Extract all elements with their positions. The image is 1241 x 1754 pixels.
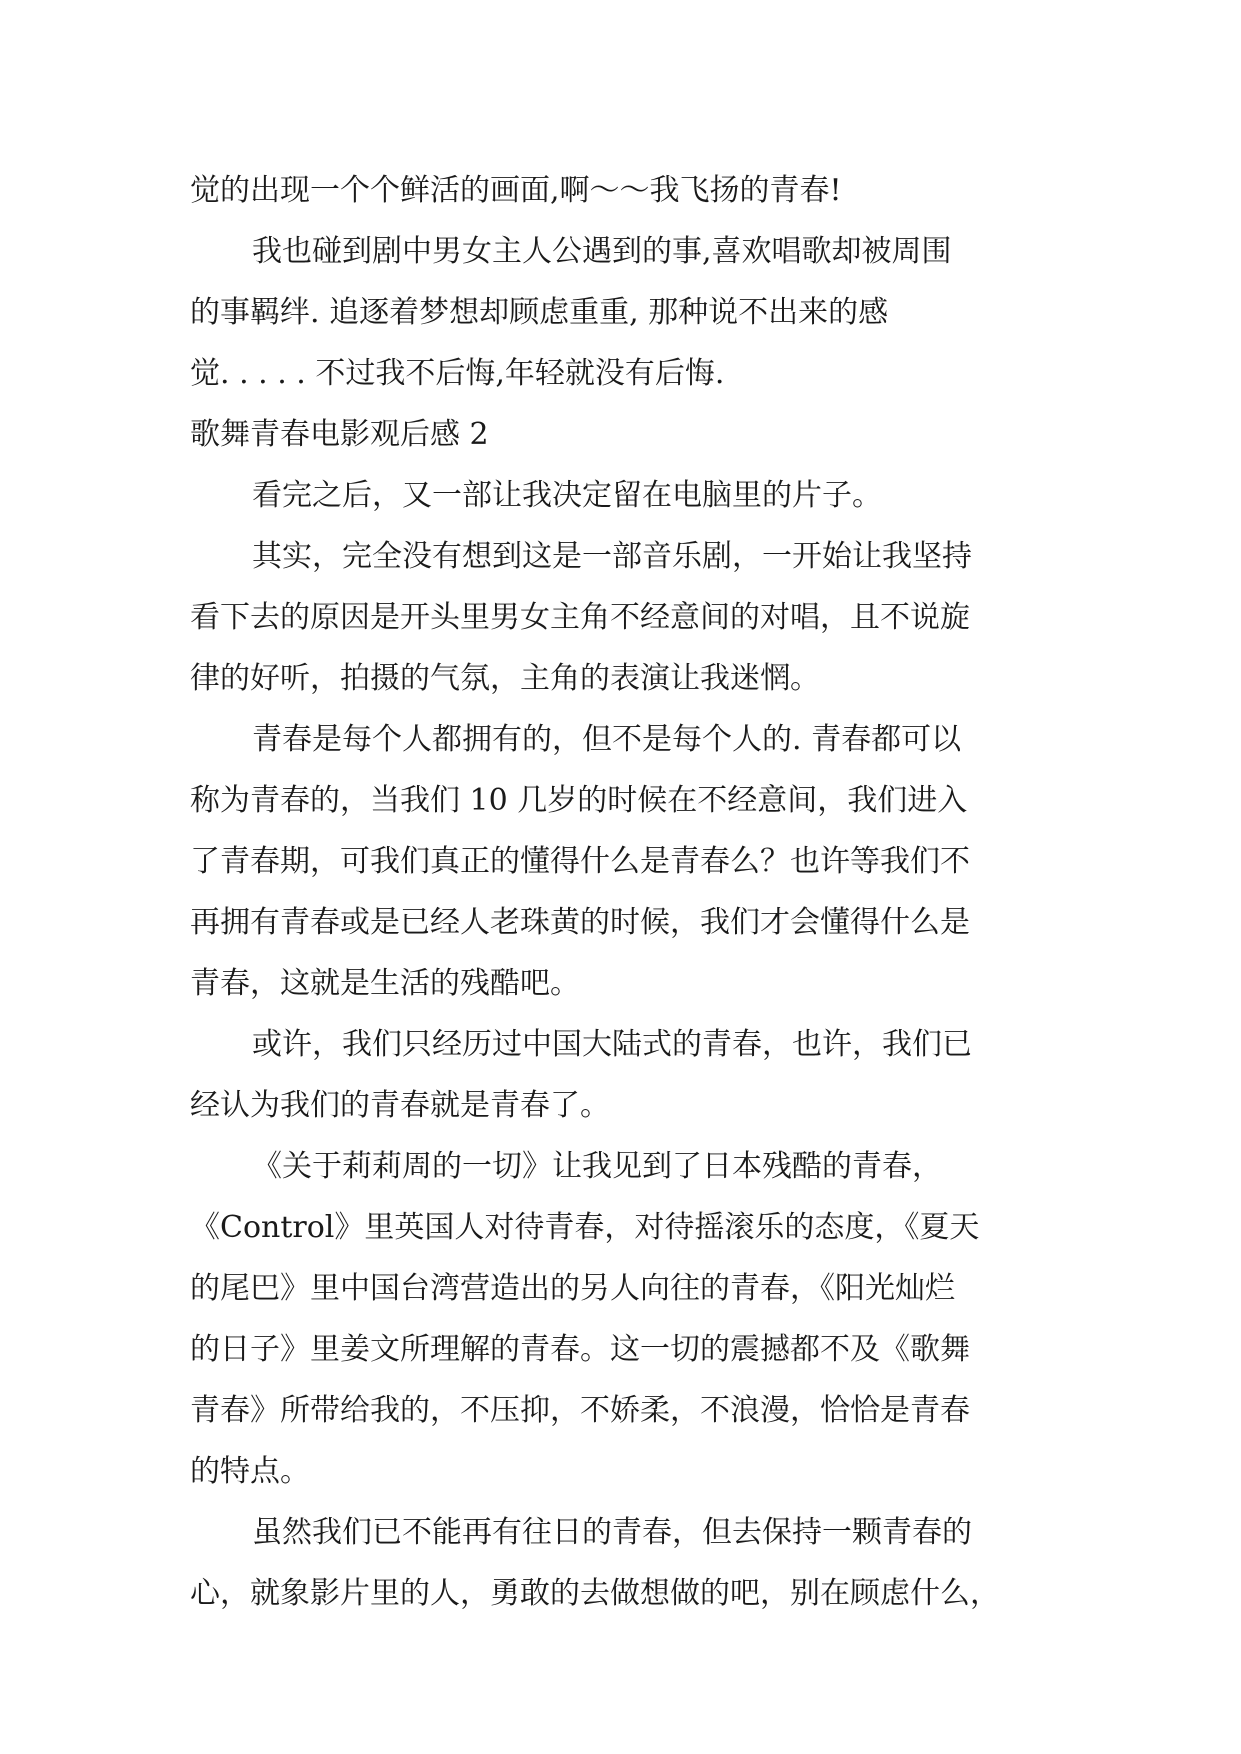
text-line: 称为青春的，当我们 10 几岁的时候在不经意间，我们进入 bbox=[190, 783, 968, 818]
paragraph bbox=[190, 1136, 1060, 1502]
text-line: 青春，这就是生活的残酷吧。 bbox=[190, 966, 580, 1001]
text-line: 虽然我们已不能再有往日的青春，但去保持一颗青春的 bbox=[252, 1515, 972, 1550]
paragraph bbox=[190, 1014, 1060, 1136]
text-line: 青春》所带给我的，不压抑，不娇柔，不浪漫，恰恰是青春 bbox=[190, 1393, 970, 1428]
text-line: 觉的出现一个个鲜活的画面,啊～～我飞扬的青春! bbox=[190, 173, 842, 208]
text-line: 歌舞青春电影观后感 2 bbox=[190, 417, 489, 452]
paragraph bbox=[190, 465, 1060, 526]
text-line: 看完之后，又一部让我决定留在电脑里的片子。 bbox=[252, 478, 882, 513]
text-line: 了青春期，可我们真正的懂得什么是青春么？也许等我们不 bbox=[190, 844, 970, 879]
paragraph bbox=[190, 526, 1060, 709]
text-line: 青春是每个人都拥有的，但不是每个人的. 青春都可以 bbox=[252, 722, 962, 757]
paragraph-continuation bbox=[190, 160, 1060, 221]
paragraph bbox=[190, 221, 1060, 404]
text-line: 《关于莉莉周的一切》让我见到了日本残酷的青春， bbox=[252, 1149, 942, 1184]
text-line: 经认为我们的青春就是青春了。 bbox=[190, 1088, 610, 1123]
paragraph bbox=[190, 709, 1060, 1014]
text-line: 律的好听，拍摄的气氛，主角的表演让我迷惘。 bbox=[190, 661, 820, 696]
text-line: 我也碰到剧中男女主人公遇到的事,喜欢唱歌却被周围 bbox=[252, 234, 952, 269]
text-line: 或许，我们只经历过中国大陆式的青春，也许，我们已 bbox=[252, 1027, 972, 1062]
text-line: 觉. . . . . 不过我不后悔,年轻就没有后悔. bbox=[190, 356, 725, 391]
text-line: 《Control》里英国人对待青春，对待摇滚乐的态度，《夏天 bbox=[190, 1210, 980, 1245]
text-line: 的特点。 bbox=[190, 1454, 310, 1489]
text-line: 看下去的原因是开头里男女主角不经意间的对唱，且不说旋 bbox=[190, 600, 970, 635]
text-line: 的日子》里姜文所理解的青春。这一切的震撼都不及《歌舞 bbox=[190, 1332, 970, 1367]
text-line: 再拥有青春或是已经人老珠黄的时候，我们才会懂得什么是 bbox=[190, 905, 970, 940]
text-line: 的事羁绊. 追逐着梦想却顾虑重重, 那种说不出来的感 bbox=[190, 295, 889, 330]
text-line: 心，就象影片里的人，勇敢的去做想做的吧，别在顾虑什么， bbox=[190, 1576, 1000, 1611]
section-title bbox=[190, 404, 1060, 465]
text-line: 其实，完全没有想到这是一部音乐剧，一开始让我坚持 bbox=[252, 539, 972, 574]
text-line: 的尾巴》里中国台湾营造出的另人向往的青春，《阳光灿烂 bbox=[190, 1271, 955, 1306]
document-body bbox=[190, 160, 1060, 1624]
paragraph bbox=[190, 1502, 1060, 1624]
